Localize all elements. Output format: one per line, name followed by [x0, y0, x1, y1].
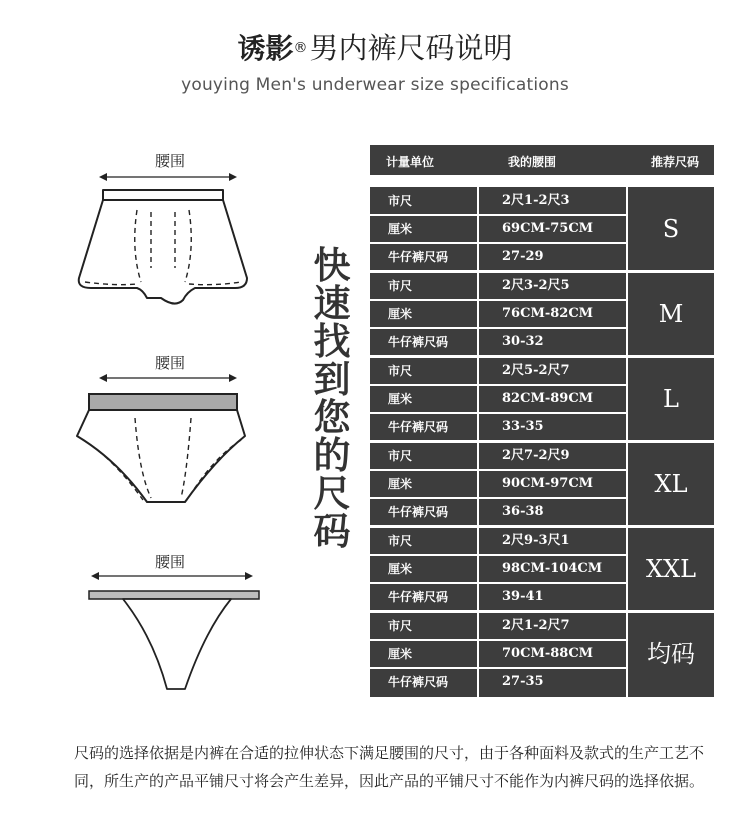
waist-value-text: 27-29: [502, 249, 544, 264]
table-row: [370, 187, 626, 215]
unit-cell: [372, 301, 477, 327]
recommended-size: M: [658, 300, 684, 328]
slogan-char: 码: [313, 509, 351, 553]
boxer-illustration: [55, 150, 285, 320]
recommended-size: L: [663, 385, 679, 413]
unit-text: 市尺: [388, 534, 413, 548]
unit-cell: [372, 443, 477, 469]
waist-value-cell: [480, 329, 626, 355]
table-row: [370, 272, 626, 300]
boxer-waistband: [103, 190, 223, 200]
table-row: [370, 527, 626, 555]
size-table: [370, 145, 714, 689]
title-text: 男内裤尺码说明: [309, 31, 513, 65]
waist-value-cell: [480, 301, 626, 327]
waist-value-text: 76CM-82CM: [502, 306, 594, 321]
table-row: [370, 640, 626, 668]
page-title: [0, 30, 750, 67]
registered-mark: ®: [293, 40, 308, 56]
waist-arrow-left: [99, 173, 107, 181]
waist-value-cell: [480, 273, 626, 299]
waist-arrow-left: [99, 374, 107, 382]
table-row: [370, 583, 626, 611]
unit-text: 牛仔裤尺码: [388, 420, 449, 434]
thong-waist-label: 腰围: [154, 553, 185, 571]
column-divider: [477, 187, 479, 697]
waist-arrow-right: [229, 173, 237, 181]
slogan-char: 尺: [313, 471, 351, 515]
waist-value-text: 33-35: [502, 419, 544, 434]
waist-value-cell: [480, 613, 626, 639]
thong-diagram: [55, 551, 285, 696]
waist-value-cell: [480, 386, 626, 412]
unit-text: 牛仔裤尺码: [388, 335, 449, 349]
waist-value-text: 2尺9-3尺1: [502, 533, 570, 548]
table-row: [370, 555, 626, 583]
waist-value-text: 70CM-88CM: [502, 646, 594, 661]
unit-text: 市尺: [388, 279, 413, 293]
unit-text: 市尺: [388, 194, 413, 208]
unit-cell: [372, 244, 477, 270]
unit-cell: [372, 499, 477, 525]
table-row: [370, 243, 626, 271]
thong-waistband: [89, 591, 259, 599]
unit-text: 市尺: [388, 364, 413, 378]
waist-value-text: 2尺1-2尺3: [502, 193, 570, 208]
boxer-waist-label: 腰围: [154, 152, 185, 170]
unit-cell: [372, 528, 477, 554]
waist-value-cell: [480, 471, 626, 497]
slogan-char: 您: [313, 395, 351, 439]
waist-value-text: 2尺7-2尺9: [502, 448, 570, 463]
unit-text: 厘米: [388, 307, 413, 321]
waist-value-text: 90CM-97CM: [502, 476, 594, 491]
waist-value-text: 2尺5-2尺7: [502, 363, 570, 378]
table-row: [370, 668, 626, 696]
waist-value-text: 30-32: [502, 334, 544, 349]
slogan-char: 找: [313, 319, 351, 363]
unit-cell: [372, 188, 477, 214]
table-row: [370, 498, 626, 526]
unit-cell: [372, 556, 477, 582]
table-row: [370, 357, 626, 385]
size-note: 尺码的选择依据是内裤在合适的拉伸状态下满足腰围的尺寸，由于各种面料及款式的生产工艺不同，所生产的产品平铺尺寸将会产生差异，因此产品的平铺尺寸不能作为内裤尺码的选择依据。: [74, 744, 705, 790]
table-row: [370, 413, 626, 441]
header-size: 推荐尺码: [651, 155, 700, 169]
waist-value-text: 69CM-75CM: [502, 221, 594, 236]
brief-diagram: [55, 352, 285, 517]
recommended-size: 均码: [647, 640, 695, 668]
brief-illustration: [55, 352, 285, 517]
unit-text: 市尺: [388, 619, 413, 633]
unit-cell: [372, 584, 477, 610]
waist-value-cell: [480, 528, 626, 554]
thong-illustration: [55, 551, 285, 696]
waist-value-cell: [480, 358, 626, 384]
waist-arrow-right: [245, 572, 253, 580]
header-waist: 我的腰围: [508, 155, 557, 169]
waist-value-cell: [480, 556, 626, 582]
unit-cell: [372, 329, 477, 355]
slogan-char: 速: [313, 281, 351, 325]
waist-value-cell: [480, 188, 626, 214]
waist-value-text: 2尺3-2尺5: [502, 278, 570, 293]
table-row: [370, 470, 626, 498]
waist-value-cell: [480, 641, 626, 667]
brief-waist-label: 腰围: [154, 354, 185, 372]
table-row: [370, 215, 626, 243]
slogan-char: 快: [313, 243, 351, 287]
waist-value-cell: [480, 414, 626, 440]
waist-arrow-left: [91, 572, 99, 580]
unit-cell: [372, 273, 477, 299]
unit-cell: [372, 386, 477, 412]
header-unit: 计量单位: [386, 155, 435, 169]
thong-body: [123, 599, 231, 689]
waist-value-cell: [480, 443, 626, 469]
unit-cell: [372, 414, 477, 440]
waist-value-cell: [480, 244, 626, 270]
table-row: [370, 442, 626, 470]
recommended-size: XL: [654, 470, 688, 498]
waist-value-text: 39-41: [502, 589, 544, 604]
brand-name: 诱影: [237, 32, 294, 65]
column-divider: [626, 187, 628, 697]
unit-text: 牛仔裤尺码: [388, 505, 449, 519]
waist-value-text: 36-38: [502, 504, 544, 519]
unit-text: 厘米: [388, 647, 413, 661]
unit-cell: [372, 613, 477, 639]
unit-text: 厘米: [388, 477, 413, 491]
waist-value-text: 2尺1-2尺7: [502, 618, 570, 633]
brief-waistband: [89, 394, 237, 410]
unit-text: 市尺: [388, 449, 413, 463]
recommended-size: XXL: [645, 555, 697, 583]
slogan-char: 的: [313, 433, 351, 477]
unit-text: 牛仔裤尺码: [388, 250, 449, 264]
unit-cell: [372, 471, 477, 497]
table-row: [370, 385, 626, 413]
table-row: [370, 328, 626, 356]
unit-text: 牛仔裤尺码: [388, 590, 449, 604]
slogan-char: 到: [313, 357, 351, 401]
table-row: [370, 300, 626, 328]
brief-body: [77, 410, 245, 502]
unit-cell: [372, 641, 477, 667]
waist-value-text: 98CM-104CM: [502, 561, 603, 576]
waist-value-text: 27-35: [502, 674, 544, 689]
table-row: [370, 612, 626, 640]
waist-value-cell: [480, 669, 626, 695]
waist-value-cell: [480, 216, 626, 242]
waist-value-text: 82CM-89CM: [502, 391, 594, 406]
page-header: [0, 30, 750, 95]
waist-arrow-right: [229, 374, 237, 382]
recommended-size: S: [662, 215, 680, 243]
boxer-body: [79, 200, 247, 304]
table-body: [370, 187, 714, 697]
unit-text: 厘米: [388, 562, 413, 576]
boxer-diagram: [55, 150, 285, 320]
unit-cell: [372, 358, 477, 384]
vertical-slogan: [309, 243, 355, 553]
page-subtitle: youying Men's underwear size specifications: [181, 75, 569, 95]
unit-text: 厘米: [388, 392, 413, 406]
table-header: [370, 145, 714, 175]
unit-text: 牛仔裤尺码: [388, 675, 449, 689]
waist-value-cell: [480, 584, 626, 610]
unit-cell: [372, 669, 477, 695]
waist-value-cell: [480, 499, 626, 525]
unit-text: 厘米: [388, 222, 413, 236]
unit-cell: [372, 216, 477, 242]
